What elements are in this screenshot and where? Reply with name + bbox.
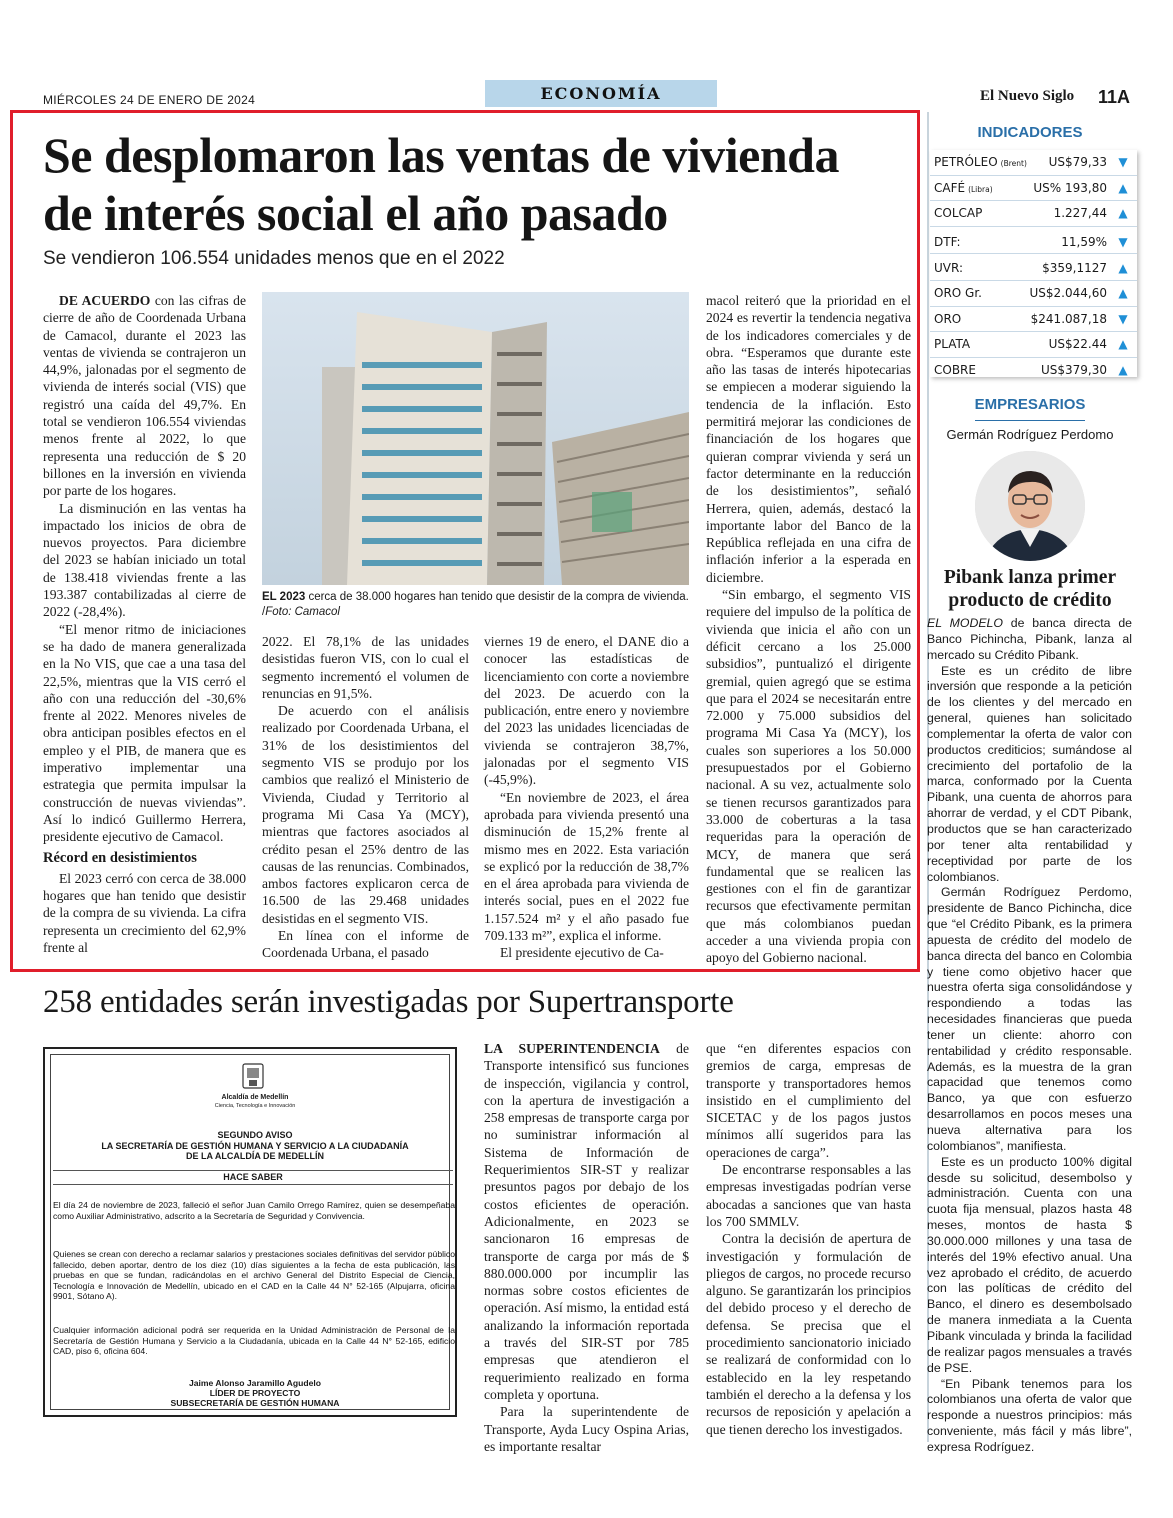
notice-paragraph: Quienes se crean con derecho a reclamar salarios y prestaciones sociales definitivas del servidor público fallecido, deben aportar, dentro de los diez (10) días siguientes a la fecha de esta publicación, las pruebas en que se fundan, radicándolas en el archivo General del Distrito Especial de Ciencia, Tecnología e Innovación de Medellín, ubicado en el CAD en la Calle 44 N° 52-165 (Alpujarra, oficina 9901, Sótano A). [53, 1249, 455, 1302]
indicator-name: ORO [934, 311, 962, 326]
indicator-row [930, 332, 1137, 358]
portrait-illustration [975, 451, 1085, 561]
headline-line-1: Se desplomaron las ventas de vivienda [43, 127, 839, 183]
indicator-name: DTF: [934, 235, 961, 250]
notice-title-line: DE LA ALCALDÍA DE MEDELLÍN [186, 1151, 324, 1161]
paragraph: macol reiteró que la prioridad en el 2024 es revertir la tendencia negativa de los indicadores comerciales y de obra. “Esperamos que durante este año las tasas de interés hipotecarias se empiecen a moderar siguiendo la tendencia de la inflación. Esto permitirá mejorar las condiciones de financiación de los hogares que quieran comprar vivienda y será un factor determinante en la reducción de los desistimientos”, señaló Herrera, quien, además, destacó la importante labor del Banco de la República reflejada en una cifra de inflación inferior a la esperada en diciembre. [706, 293, 911, 585]
lead-word: LA SUPERINTENDENCIA [484, 1041, 660, 1056]
headline-line-2: de interés social el año pasado [43, 185, 668, 241]
arrow-up-icon: ▲ [1118, 261, 1128, 276]
indicator-row [930, 150, 1137, 176]
paragraph: con las cifras de cierre de año de Coordenada Urbana de Camacol, durante el 2023 las ventas de vivienda se contrajeron un 44,9%, jalonadas por el segmento de vivienda de interés social (VIS) que registró una caída del 49,7%. En total se vendieron 106.554 viviendas menos frente al 2022, lo que representa una reducción de $ 20 billones en la inversión en vivienda por parte de los hogares. [43, 293, 246, 499]
lead-word: DE ACUERDO [59, 293, 151, 308]
indicator-name: UVR: [934, 261, 964, 276]
indicator-name: CAFÉ [934, 180, 966, 195]
article-column-3 [484, 633, 689, 962]
indicator-name: COBRE [934, 363, 976, 378]
person-name: Germán Rodríguez Perdomo [946, 427, 1114, 442]
paragraph: Este es un crédito de libre inversión que responde a la petición de los clientes y del mercado en general, quienes han solicitado complementar la oferta de valor con productos crediticios; sumándose al crecimiento del portafolio de la marca, conformado por la Cuenta Pibank, una cuenta de ahorros para ahorrar de verdad, y el CDT Pibank, productos que se han caracterizado por tener alta rentabilidad y receptividad por parte de los colombianos. [927, 663, 1132, 884]
indicator-name: PETRÓLEO [934, 155, 998, 169]
indicator-row [930, 358, 1137, 384]
paragraph: que “en diferentes espacios con gremios de carga, empresas de transporte y transportadores hemos insistido en el cumplimiento del SICETAC y de los pagos justos mínimos allí sugeridos para las operaciones de carga”. [706, 1041, 911, 1160]
caption-text: cerca de 38.000 hogares han tenido que desistir de la compra de vivienda. / [262, 591, 689, 618]
photo-caption [262, 590, 689, 620]
paragraph: “Sin embargo, el segmento VIS requiere del impulso de la política de vivienda que inicia el año con un déficit cercano a los 25.000 subsidios”, puntualizó el dirigente gremial, quien agregó que se estima que para el 2024 se necesitarán entre 72.000 y 75.000 subsidios del programa Mi Casa Ya (MCY), los cuales son superiores a los 50.000 presupuestados por el Gobierno nacional. A su vez, actualmente solo se tienen recursos garantizados para 33.000 de coberturas a la tasa requeridas para la operación de MCY, de manera que será fundamental que se realicen las gestiones con el fin de garantizar recursos que efectivamente permitan que más colombianos puedan acceder a una vivienda propia con apoyo del Gobierno nacional. [706, 587, 911, 966]
caption-lead: EL 2023 [262, 591, 306, 603]
paragraph: 2022. El 78,1% de las unidades desistidas fueron VIS, con lo cual el segmento incrementó el volumen de renuncias en 91,5%. [262, 634, 469, 701]
title-underline [975, 420, 1085, 421]
indicator-value: $241.087,18 [1030, 311, 1107, 326]
arrow-up-icon: ▲ [1118, 286, 1128, 301]
arrow-up-icon: ▲ [1118, 180, 1128, 195]
signature-line: SUBSECRETARÍA DE GESTIÓN HUMANA [170, 1398, 340, 1408]
indicator-row [930, 176, 1137, 202]
empresarios-title: EMPRESARIOS [974, 396, 1086, 413]
paragraph: La disminución en las ventas ha impactado los inicios de obra de nuevos proyectos. Para diciembre del 2023 se habían iniciado un total de 138.418 viviendas frente a las 193.387 contabilizadas al cierre de 2022 (-28,4%). [43, 500, 246, 620]
building-illustration [262, 292, 689, 585]
indicator-row [930, 227, 1137, 254]
indicator-name: PLATA [934, 337, 971, 352]
notice-org-sub: Ciencia, Tecnología e Innovación [214, 1103, 296, 1109]
paragraph: De encontrarse responsables a las empresas investigadas podrían verse abocadas a sanciones que van hasta los 700 SMMLV. [706, 1162, 911, 1229]
indicator-row [930, 201, 1137, 227]
indicator-value: US$79,33 [1048, 155, 1107, 169]
paragraph: viernes 19 de enero, el DANE dio a conocer las estadísticas de licenciamiento con corte a noviembre del 2023. De acuerdo con la publicación, entre enero y noviembre del 2023 las unidades licenciadas de vivienda se contrajeron 38,7%, jalonadas por el segmento VIS (-45,9%). [484, 634, 689, 788]
paragraph: de banca directa de Banco Pichincha, Pibank, lanza al mercado su Crédito Pibank. [927, 616, 1132, 662]
indicator-name: COLCAP [934, 206, 983, 221]
indicator-value: US$379,30 [1040, 363, 1107, 378]
arrow-up-icon: ▲ [1118, 206, 1128, 221]
paragraph: El 2023 cerró con cerca de 38.000 hogares que han tenido que desistir de la compra de su vivienda. La cifra representa un crecimiento del 62,9% frente al [43, 870, 246, 955]
indicator-value: 1.227,44 [1053, 206, 1107, 221]
paragraph: De acuerdo con el análisis realizado por Coordenada Urbana, el 31% de los desistimientos del segmento VIS se produjo por los cambios que realizó el Ministerio de Vivienda, Ciudad y Territorio al programa Mi Casa Ya (MCY), mientras que factores asociados al crédito pesan el 25% dentro de las causas de las renuncias. Combinados, ambos factores explicaron cerca de 16.500 de las 29.468 unidades desistidas en el segmento VIS. [262, 703, 469, 926]
indicator-value: US% 193,80 [1033, 180, 1107, 195]
notice-title-line: SEGUNDO AVISO [217, 1130, 293, 1140]
indicator-row [930, 307, 1137, 333]
article2-headline: 258 entidades serán investigadas por Supertransporte [43, 984, 734, 1020]
indicators-table [930, 150, 1137, 384]
indicator-value: $359,1127 [1042, 261, 1107, 276]
article-column-1 [43, 292, 246, 956]
arrow-up-icon: ▲ [1118, 363, 1128, 378]
masthead: El Nuevo Siglo [980, 88, 1075, 104]
paragraph: En línea con el informe de Coordenada Urbana, el pasado [262, 928, 469, 961]
notice-paragraph: Cualquier información adicional podrá ser requerida en la Unidad Administración de Personal de la Secretaría de Gestión Humana y Servicio a la Ciudadanía, ubicada en la Calle 44 N° 52-165, edificio CAD, piso 6, oficina 604. [53, 1325, 455, 1357]
paragraph: “En Pibank tenemos para los colombianos una oferta de valor que responde a nuestros principios: más conveniente, más fácil y más libre”, expresa Rodríguez. [927, 1376, 1132, 1454]
indicator-note: (Brent) [1000, 159, 1027, 168]
person-portrait [975, 451, 1085, 561]
article-column-4 [706, 292, 911, 967]
paragraph: “El menor ritmo de iniciaciones se ha dado de manera generalizada en la No VIS, que cae a una tasa del 22,5%, mientras que la VIS cerró el año con una reducción del -30,6% frente al 2022. Menores niveles de obra anticipan posibles efectos en el empleo y el PIB, de manera que es imperativo implementar una estrategia que permita impulsar la construcción de nuevas viviendas”. Así lo indicó Guillermo Herrera, presidente ejecutivo de Camacol. [43, 621, 246, 845]
arrow-up-icon: ▲ [1118, 337, 1128, 352]
notice-title [60, 1130, 450, 1162]
paragraph: Este es un producto 100% digital desde su solicitud, desembolso y administración. Cuenta con una cuota fija mensual, plazos hasta 48 meses, montos de hasta $ 30.000.000 millones y una tasa de interés del 19% efectivo anual. Una vez aprobado el crédito, de acuerdo con las políticas de crédito del Banco, el dinero es desembolsado de manera inmediata a la Cuenta Pibank vinculada y brinda la facilidad de realizar pagos mensuales a través de PSE. [927, 1154, 1132, 1375]
indicator-row [930, 281, 1137, 307]
article2-column-1 [484, 1040, 689, 1455]
article2-column-2 [706, 1040, 911, 1438]
issue-date: MIÉRCOLES 24 DE ENERO DE 2024 [43, 93, 256, 107]
paragraph: Germán Rodríguez Perdomo, presidente de Banco Pichincha, dice que “el Crédito Pibank, es la primera apuesta de crédito del modelo de banca directa del banco en Colombia y tiene como objetivo hacer que nuestra oferta siga consolidándose y respondiendo a todas las necesidades financieras que pueda tener un cliente: ahorro con rentabilidad y crédito responsable. Además, es la muestra de la gran capacidad que tenemos como Banco, ya que con esfuerzo desarrollamos en pocos meses una nueva alternativa para los colombianos”, manifiesta. [927, 885, 1132, 1153]
signature-line: LÍDER DE PROYECTO [209, 1388, 301, 1398]
article-headline [43, 126, 913, 242]
lead-word: EL MODELO [927, 616, 1003, 630]
notice-signature [60, 1378, 450, 1408]
notice-title-line: LA SECRETARÍA DE GESTIÓN HUMANA Y SERVICIO A LA CIUDADANÍA [101, 1140, 409, 1151]
arrow-down-icon: ▼ [1118, 235, 1128, 250]
arrow-down-icon: ▼ [1118, 155, 1128, 169]
article-subheadline: Se vendieron 106.554 unidades menos que en el 2022 [43, 248, 505, 269]
empresarios-body [927, 616, 1132, 1456]
indicator-value: US$22.44 [1048, 337, 1107, 352]
paragraph: Contra la decisión de apertura de investigación y formulación de pliegos de cargos, no procede recurso alguno. Se garantizarán los principios del debido proceso y el derecho de defensa. Se precisa que el procedimiento sancionatorio iniciado se realizará de conformidad con lo establecido en la ley respetando también el derecho a la defensa y los recursos de reposición y apelación a que tienen derecho los investigados. [706, 1231, 911, 1437]
section-label: ECONOMÍA [485, 80, 717, 107]
building-photo [262, 292, 689, 585]
indicator-note: (Libra) [968, 184, 993, 194]
paragraph: Para la superintendente de Transporte, Ayda Lucy Ospina Arias, es importante resaltar [484, 1404, 689, 1454]
article-column-2 [262, 633, 469, 962]
section-subhead: Récord en desistimientos [43, 849, 197, 866]
paragraph: “En noviembre de 2023, el área aprobada para vivienda presentó una disminución de 15,2% frente al mismo mes en 2022. Esta variación se explicó por la reducción de 38,7% en el área aprobada para vivienda de interés social, pues en el 2022 fue 1.157.524 m² y el año pasado fue 709.133 m²”, explica el informe. [484, 789, 689, 944]
signature-line: Jaime Alonso Jaramillo Agudelo [188, 1378, 322, 1388]
photo-credit: Foto: Camacol [265, 606, 340, 618]
indicator-name: ORO Gr. [934, 286, 982, 301]
indicator-value: US$2.044,60 [1029, 286, 1107, 301]
paragraph: El presidente ejecutivo de Ca- [500, 945, 664, 961]
notice-hace-saber: HACE SABER [53, 1170, 453, 1185]
medellin-logo-icon [240, 1062, 266, 1092]
indicator-value: 11,59% [1061, 235, 1107, 250]
notice-org: Alcaldía de Medellín [221, 1094, 289, 1101]
indicator-row [930, 254, 1137, 281]
page-number: 11A [1098, 87, 1131, 107]
arrow-down-icon: ▼ [1118, 311, 1128, 326]
notice-paragraph: El día 24 de noviembre de 2023, falleció el señor Juan Camilo Orrego Ramírez, quien se desempeñaba como Auxiliar Administrativo, adscrito a la Secretaría de Seguridad y Convivencia. [53, 1200, 455, 1221]
indicators-title: INDICADORES [977, 124, 1083, 141]
paragraph: de Transporte intensificó sus funciones de inspección, vigilancia y control, con la apertura de investigación a 258 empresas de transporte carga por no suministrar información al Sistema de Información de Requerimientos SIR-ST y realizar presuntos pagos por debajo de los costos eficientes de operación. Adicionalmente, en 2023 se sancionaron 16 empresas de transporte de carga por más de $ 880.000.000 por incumplir las normas sobre costos eficientes de operación. Así mismo, la entidad está analizando la información reportada a través del SIR-ST por 785 empresas que atendieron el requerimiento realizado en forma completa y oportuna. [484, 1041, 690, 1402]
empresarios-headline: Pibank lanza primer producto de crédito [943, 567, 1117, 611]
